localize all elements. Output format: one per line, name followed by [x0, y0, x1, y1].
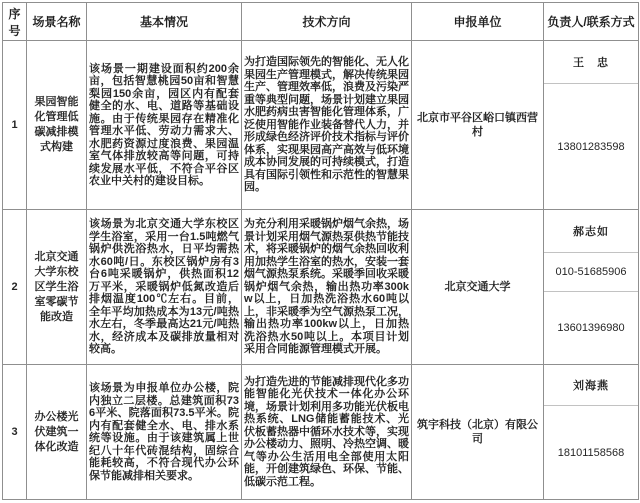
basic-info-cell: [87, 210, 242, 365]
tech-direction-cell: [242, 210, 412, 365]
index-cell: 3: [3, 365, 27, 500]
table-header-row: [3, 3, 639, 41]
basic-info-text: 该场景一期建设面积约200余亩，包括智慧桃园50亩和智慧梨园150余亩，园区内有配套健全的水、电、道路等基础设施。由于传统果园存在精准化管理水平低、劳动力需求大、水肥药资源过度浪费、果园温室气体排放较高等问题，可持续发展水平低，不符合平谷区农业中关村的建设目标。: [89, 62, 239, 187]
applicant-cell: 北京市平谷区峪口镇西营村: [412, 41, 544, 210]
contact-person: 刘海燕: [544, 365, 638, 406]
header-cell-applicant: 申报单位: [412, 3, 544, 41]
header-cell-contact: 负责人/联系方式: [544, 3, 639, 41]
contact-person: 王 忠: [544, 41, 638, 84]
header-cell-tech-direction: 技术方向: [242, 3, 412, 41]
contact-cell: [544, 365, 639, 500]
basic-info-cell: [87, 41, 242, 210]
contact-landline: 010-51685906: [544, 253, 638, 292]
contact-phone: 13601396980: [557, 322, 625, 334]
scene-name-cell: 北京交通大学东校区学生浴室零碳节能改造: [27, 210, 87, 365]
tech-direction-text: 为打造国际领先的智能化、无人化果园生产管理模式，解决传统果园生产、管理效率低，浪费及污染严重等典型问题，场景计划建立果园水肥药病虫害智能化管理体系，广泛使用智能作业装备替代人力，并形成绿色经济评价技术指标与评价体系，实现果园高产高效与低环境成本协同发展的可持续模式，打造具有国际引领性和示范性的智慧果园。: [244, 56, 409, 194]
contact-person: 郝志如: [544, 210, 638, 253]
index-cell: 1: [3, 41, 27, 210]
contact-cell: [544, 210, 639, 365]
scene-name-cell: 办公楼光伏建筑一体化改造: [27, 365, 87, 500]
basic-info-cell: [87, 365, 242, 500]
table-row: [3, 210, 639, 365]
scene-name-cell: 果园智能化管理低碳减排模式构建: [27, 41, 87, 210]
index-cell: 2: [3, 210, 27, 365]
basic-info-text: 该场景为北京交通大学东校区学生浴室，采用一台1.5吨燃气锅炉供洗浴热水，日平均需热水60吨/日。东校区锅炉房有3台6吨采暖锅炉，供热面积12万平米，采暖锅炉低氮改造后排烟温度100℃左右。目前，全年平均加热成本为13元/吨热水左右，冬季最高达21元/吨热水，经济成本及碳排放量相对较高。: [89, 218, 239, 356]
header-cell-basic-info: 基本情况: [87, 3, 242, 41]
contact-phone: 13801283598: [557, 140, 625, 153]
table-row: [3, 41, 639, 210]
table-row: [3, 365, 639, 500]
tech-direction-text: 为充分利用采暖锅炉烟气余热，场景计划采用烟气源热泵供热节能技术，将采暖锅炉的烟气余热回收利用加热学生浴室的热水，安装一套烟气源热泵系统。采暖季回收采暖锅炉烟气余热，输出热功率300kw以上，日加热洗浴热水60吨以上，非采暖季为空气源热泵工况，输出热功率100kw以上，日加热洗浴热水50吨以上。本项目计划采用合同能源管理模式开展。: [244, 218, 409, 356]
contact-cell: [544, 41, 639, 210]
tech-direction-text: 为打造先进的节能减排现代化多功能智能化光伏技术一体化办公环境，场景计划利用多功能光伏板电热系统、LNG储能蓄能技术、光伏板蓄热器中循环水技术等，实现办公楼动力、照明、冷热空调、暖气等办公生活用电全部使用太阳能，开创建筑绿色、环保、节能、低碳示范工程。: [244, 375, 409, 488]
low-carbon-scenarios-table: [2, 2, 639, 500]
tech-direction-cell: [242, 41, 412, 210]
basic-info-text: 该场景为申报单位办公楼，院内独立二层楼。总建筑面积736平米、院落面积73.5平米。院内有配套健全水、电、排水系统等设施。由于该建筑属上世纪八十年代砖混结构，固综合能耗较高，不符合现代办公环保节能减排相关要求。: [89, 382, 239, 482]
tech-direction-cell: [242, 365, 412, 500]
applicant-cell: 北京交通大学: [412, 210, 544, 365]
header-cell-scene-name: 场景名称: [27, 3, 87, 41]
contact-phone: 18101158568: [557, 446, 625, 459]
header-cell-index: 序号: [3, 3, 27, 41]
applicant-cell: 筑宇科技（北京）有限公司: [412, 365, 544, 500]
